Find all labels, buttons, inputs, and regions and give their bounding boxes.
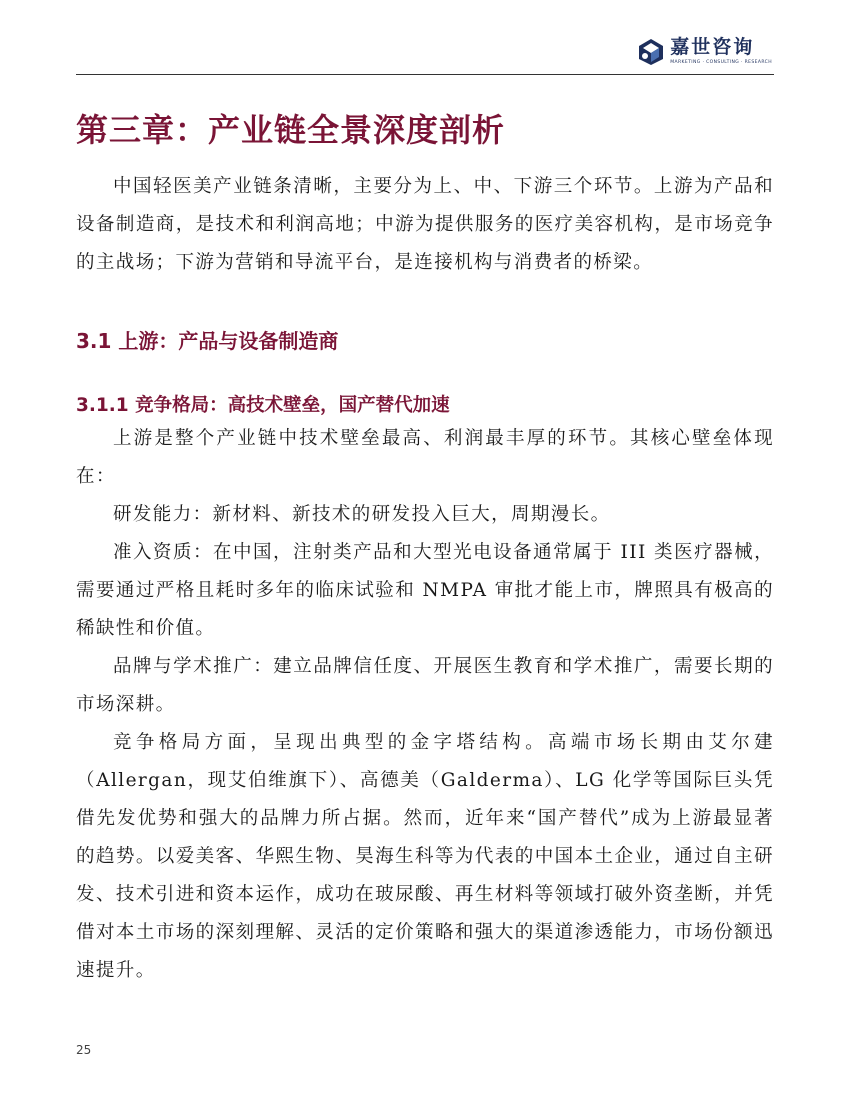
subsection-heading-3-1-1: 3.1.1 竞争格局：高技术壁垒，国产替代加速 <box>76 395 450 416</box>
logo-name: 嘉世咨询 <box>670 36 755 58</box>
company-logo <box>638 36 772 66</box>
chapter-title: 第三章：产业链全景深度剖析 <box>76 111 506 149</box>
intro-paragraph: 中国轻医美产业链条清晰，主要分为上、中、下游三个环节。上游为产品和设备制造商，是技术和利润高地；中游为提供服务的医疗美容机构，是市场竞争的主战场；下游为营销和导流平台，是连接机构与消费者的桥梁。 <box>76 176 774 273</box>
section-heading-3-1: 3.1 上游：产品与设备制造商 <box>76 329 339 353</box>
page-number: 25 <box>76 1043 92 1057</box>
logo-mark-icon <box>638 38 664 66</box>
body-paragraph: 上游是整个产业链中技术壁垒最高、利润最丰厚的环节。其核心壁垒体现在： <box>76 428 774 487</box>
logo-tagline: MARKETING · CONSULTING · RESEARCH <box>670 60 772 65</box>
body-paragraph: 准入资质：在中国，注射类产品和大型光电设备通常属于 III 类医疗器械，需要通过严格且耗时多年的临床试验和 NMPA 审批才能上市，牌照具有极高的稀缺性和价值。 <box>76 542 774 639</box>
body-paragraph: 竞争格局方面，呈现出典型的金字塔结构。高端市场长期由艾尔建（Allergan，现艾伯维旗下）、高德美（Galderma）、LG 化学等国际巨头凭借先发优势和强大的品牌力所占据。然而，近年来“国产替代”成为上游最显著的趋势。以爱美客、华熙生物、昊海生科等为代表的中国本土企业，通过自主研发、技术引进和资本运作，成功在玻尿酸、再生材料等领域打破外资垄断，并凭借对本土市场的深刻理解、灵活的定价策略和强大的渠道渗透能力，市场份额迅速提升。 <box>76 732 774 981</box>
body-paragraph: 品牌与学术推广：建立品牌信任度、开展医生教育和学术推广，需要长期的市场深耕。 <box>76 656 774 715</box>
page-content <box>76 104 774 990</box>
body-paragraph: 研发能力：新材料、新技术的研发投入巨大，周期漫长。 <box>113 504 611 525</box>
page-header <box>76 30 774 75</box>
